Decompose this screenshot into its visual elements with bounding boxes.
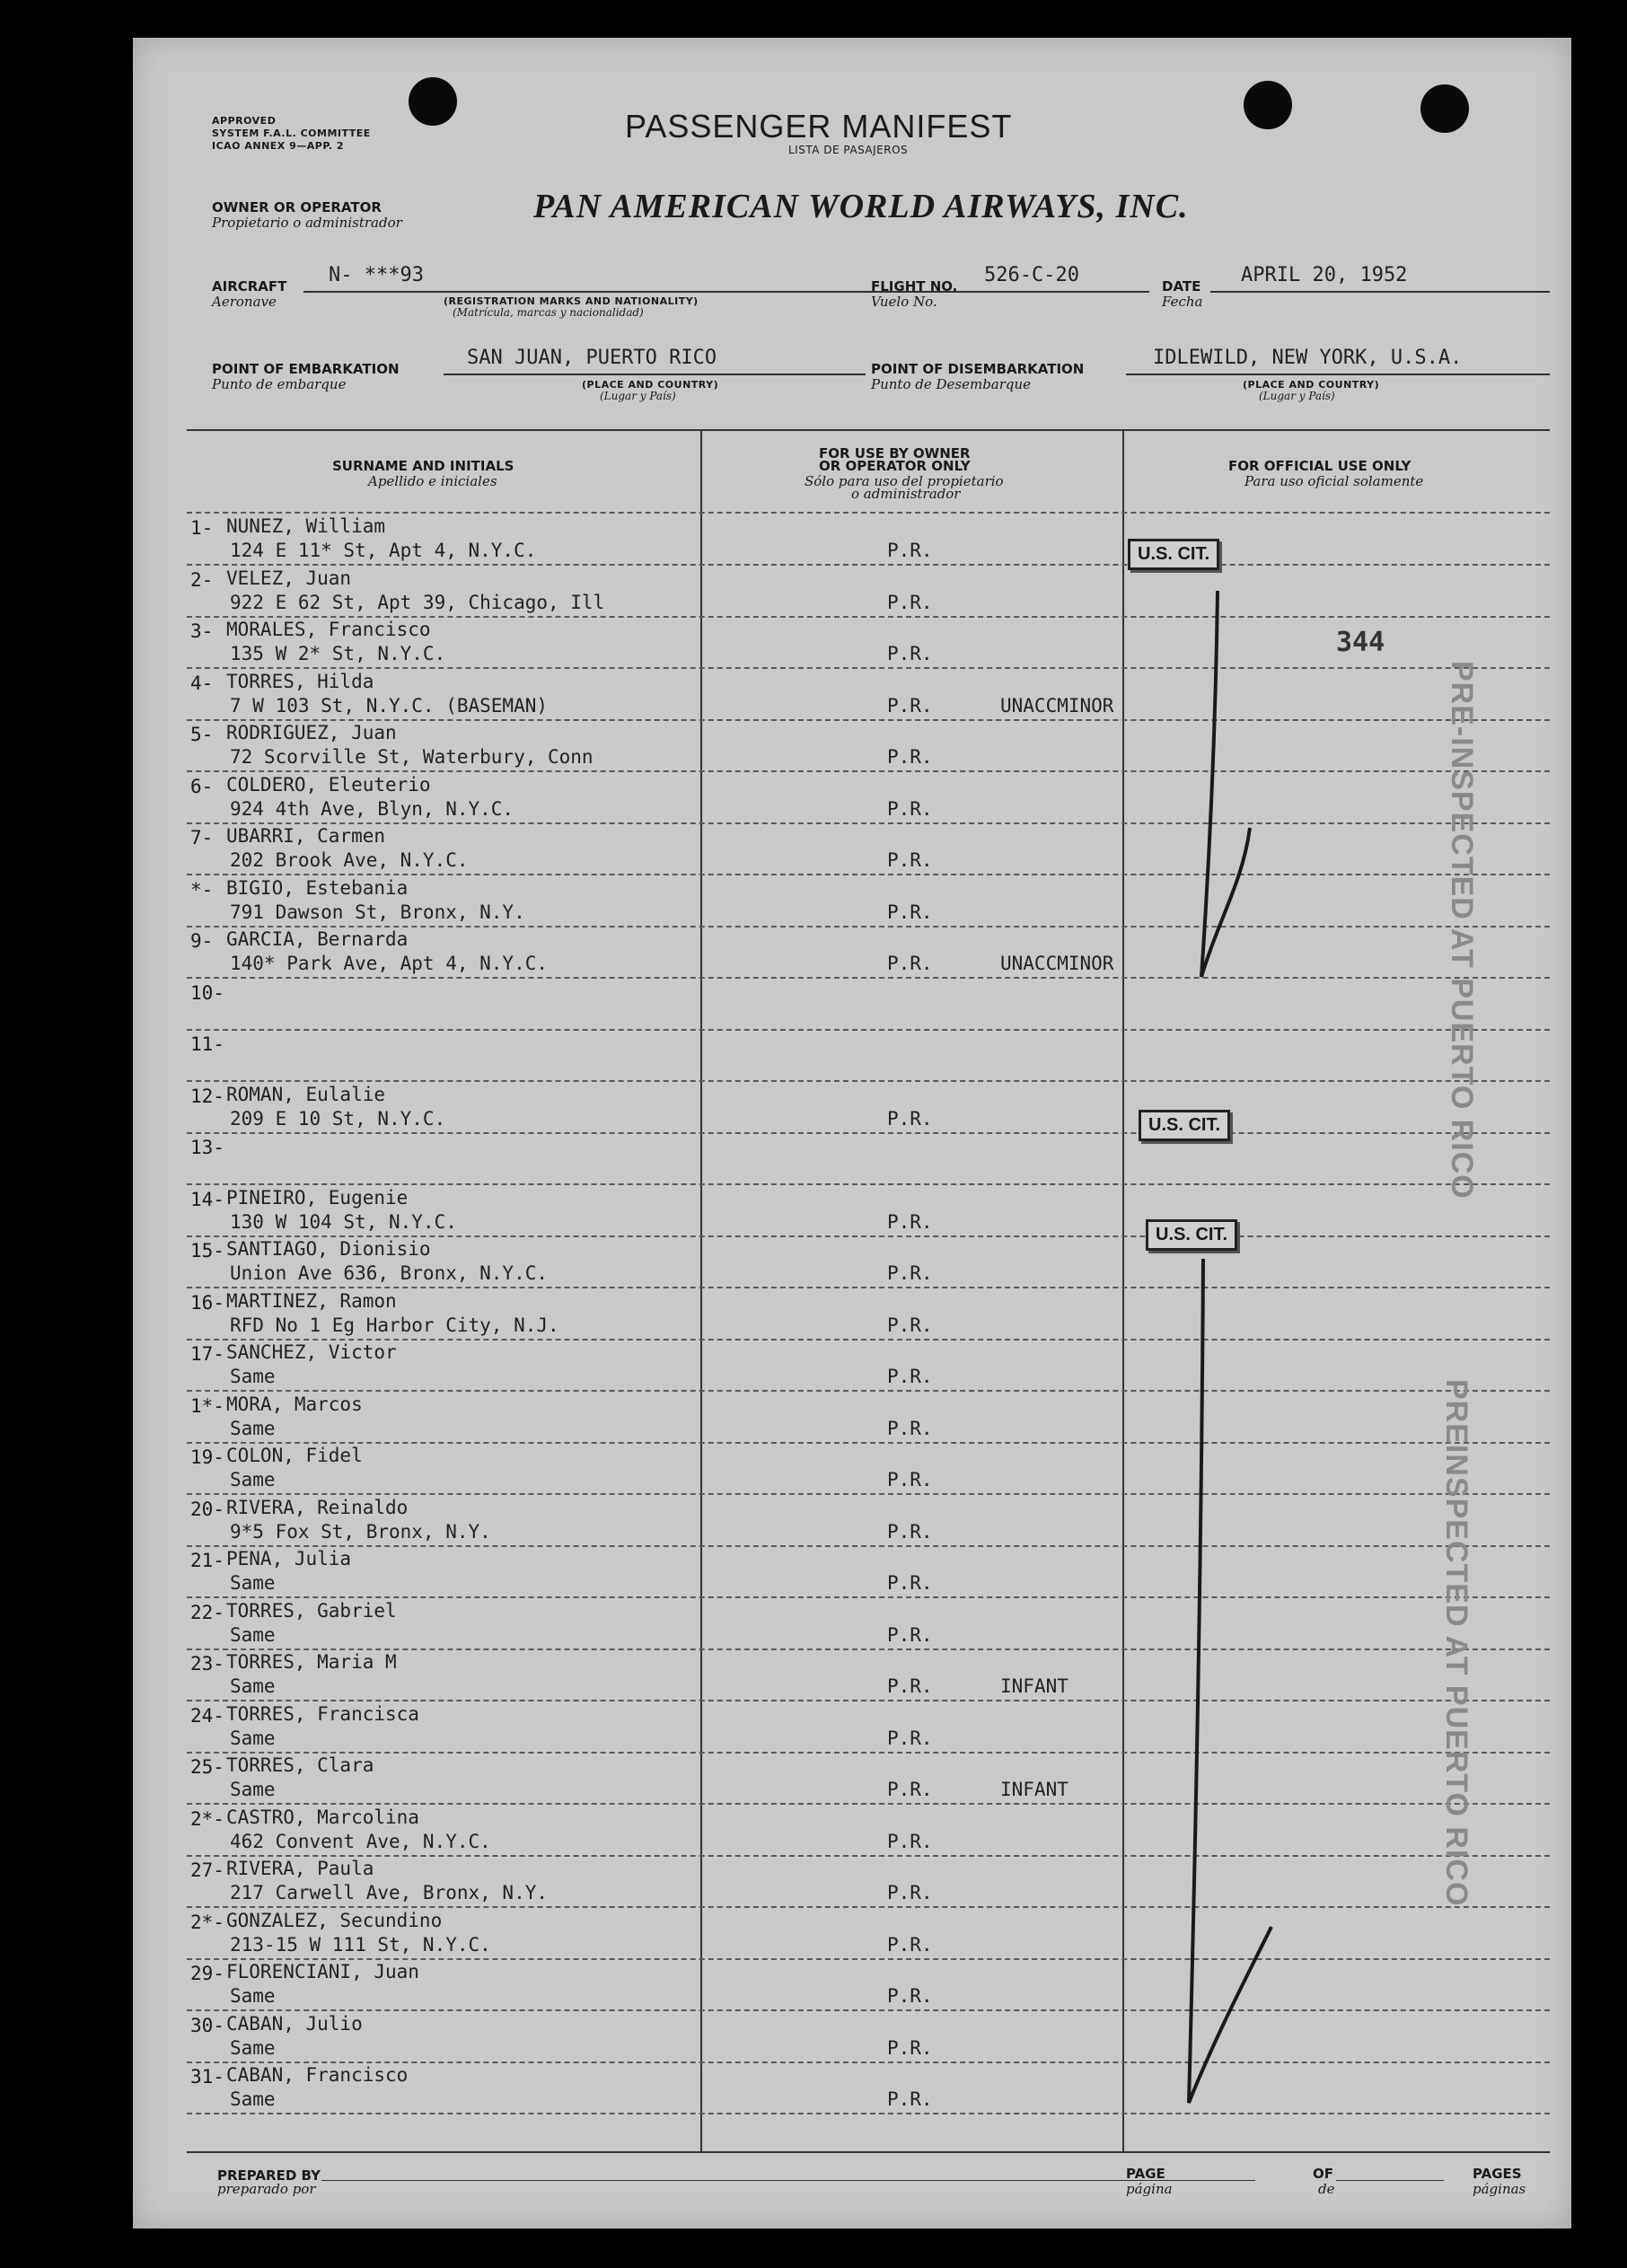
operator-value: P.R.: [887, 1623, 933, 1646]
passenger-address: Union Ave 636, Bronx, N.Y.C.: [230, 1262, 549, 1284]
passenger-name: TORRES, Francisca: [226, 1702, 419, 1725]
aircraft-note-es: (Matrícula, marcas y nacionalidad): [453, 306, 644, 319]
passenger-name: GARCIA, Bernarda: [226, 928, 409, 950]
passenger-name: COLON, Fidel: [226, 1445, 363, 1466]
disembarkation-label-es: Punto de Desembarque: [871, 376, 1032, 392]
approved-line-1: APPROVED: [212, 115, 277, 127]
operator-value: P.R.: [887, 2088, 933, 2110]
operator-value: P.R.: [887, 1830, 933, 1852]
passenger-address: 130 W 104 St, N.Y.C.: [230, 1210, 457, 1233]
passenger-address: Same: [230, 1623, 276, 1646]
page-label-es: página: [1126, 2181, 1173, 2197]
row-number: *-: [190, 878, 214, 901]
row-number: 21-: [190, 1550, 224, 1571]
page-title: PASSENGER MANIFEST: [625, 108, 1013, 145]
passenger-note: UNACCMINOR: [1000, 953, 1114, 974]
row-number: 2*-: [190, 1911, 224, 1933]
pages-label-es: páginas: [1473, 2181, 1526, 2197]
row-number: 6-: [190, 775, 214, 797]
row-number: 9-: [190, 930, 214, 952]
passenger-name: PENA, Julia: [226, 1548, 352, 1569]
check-mark-top: [1201, 591, 1250, 977]
flight-label: FLIGHT NO.: [871, 278, 958, 294]
col-official-header: FOR OFFICIAL USE ONLY: [1228, 458, 1412, 474]
disembarkation-note: (PLACE AND COUNTRY): [1243, 379, 1380, 391]
operator-value: P.R.: [887, 1933, 933, 1956]
row-number: 17-: [190, 1343, 224, 1365]
row-number: 22-: [190, 1601, 224, 1623]
row-number: 10-: [190, 981, 224, 1004]
passenger-name: MORA, Marcos: [226, 1393, 363, 1415]
operator-value: P.R.: [887, 901, 933, 923]
handwritten-marks: [133, 38, 1571, 2228]
passenger-name: RIVERA, Reinaldo: [226, 1496, 409, 1518]
passenger-name: TORRES, Maria M: [226, 1651, 397, 1673]
passenger-address: 217 Carwell Ave, Bronx, N.Y.: [230, 1882, 549, 1903]
operator-value: P.R.: [887, 1572, 933, 1594]
passenger-address: 924 4th Ave, Blyn, N.Y.C.: [230, 797, 514, 820]
of-label: OF: [1313, 2166, 1333, 2182]
owner-value: PAN AMERICAN WORLD AIRWAYS, INC.: [533, 188, 1189, 225]
operator-value: P.R.: [887, 1262, 933, 1284]
row-number: 7-: [190, 827, 214, 848]
operator-value: P.R.: [887, 1779, 933, 1800]
embarkation-value: SAN JUAN, PUERTO RICO: [467, 347, 717, 369]
operator-value: P.R.: [887, 849, 933, 871]
operator-value: P.R.: [887, 1520, 933, 1543]
operator-value: P.R.: [887, 2036, 933, 2059]
passenger-address: Same: [230, 1779, 276, 1800]
passenger-address: Same: [230, 2088, 276, 2110]
page-label: PAGE: [1126, 2166, 1165, 2182]
row-number: 2*-: [190, 1807, 224, 1830]
row-number: 4-: [190, 672, 214, 694]
passenger-name: TORRES, Gabriel: [226, 1599, 397, 1622]
passenger-name: FLORENCIANI, Juan: [226, 1961, 419, 1982]
row-number: 19-: [190, 1446, 224, 1468]
operator-value: P.R.: [887, 1314, 933, 1336]
passenger-name: BIGIO, Estebania: [226, 876, 409, 899]
passenger-name: SANTIAGO, Dionisio: [226, 1238, 431, 1260]
row-number: 15-: [190, 1240, 224, 1261]
row-number: 31-: [190, 2066, 224, 2088]
embarkation-label: POINT OF EMBARKATION: [212, 361, 400, 377]
passenger-address: 9*5 Fox St, Bronx, N.Y.: [230, 1520, 491, 1543]
row-number: 30-: [190, 2014, 224, 2036]
flight-value: 526-C-20: [984, 264, 1079, 286]
check-mark-bottom: [1189, 1259, 1271, 2103]
passenger-address: Same: [230, 1572, 276, 1594]
operator-value: P.R.: [887, 1210, 933, 1233]
operator-value: P.R.: [887, 591, 933, 613]
us-citizen-stamp: U.S. CIT.: [1139, 1110, 1230, 1141]
row-number: 13-: [190, 1137, 224, 1158]
col-operator-header-2: OR OPERATOR ONLY: [819, 458, 971, 474]
passenger-address: 7 W 103 St, N.Y.C. (BASEMAN): [230, 694, 549, 716]
manifest-sheet: [133, 38, 1571, 2228]
operator-value: P.R.: [887, 953, 933, 974]
passenger-name: RIVERA, Paula: [226, 1858, 374, 1879]
row-number: 16-: [190, 1291, 224, 1314]
passenger-name: CASTRO, Marcolina: [226, 1806, 419, 1828]
row-number: 20-: [190, 1498, 224, 1520]
approved-line-3: ICAO ANNEX 9—APP. 2: [212, 140, 345, 152]
passenger-name: NUNEZ, William: [226, 515, 386, 537]
row-number: 29-: [190, 1963, 224, 1984]
col-operator-header-es-2: o administrador: [851, 486, 961, 502]
operator-value: P.R.: [887, 797, 933, 820]
operator-value: P.R.: [887, 540, 933, 561]
passenger-name: UBARRI, Carmen: [226, 825, 386, 847]
passenger-name: MORALES, Francisco: [226, 619, 431, 640]
passenger-address: 135 W 2* St, N.Y.C.: [230, 643, 446, 664]
passenger-address: RFD No 1 Eg Harbor City, N.J.: [230, 1314, 559, 1336]
passenger-name: MARTINEZ, Ramon: [226, 1289, 397, 1312]
passenger-name: GONZALEZ, Secundino: [226, 1909, 443, 1931]
passenger-address: 202 Brook Ave, N.Y.C.: [230, 849, 469, 871]
row-number: 1*-: [190, 1394, 224, 1417]
col-surname-header-es: Apellido e iniciales: [368, 473, 497, 489]
passenger-name: PINEIRO, Eugenie: [226, 1186, 409, 1209]
owner-label: OWNER OR OPERATOR: [212, 199, 382, 215]
owner-label-es: Propietario o administrador: [212, 215, 402, 231]
date-value: APRIL 20, 1952: [1241, 264, 1408, 286]
disembarkation-value: IDLEWILD, NEW YORK, U.S.A.: [1153, 347, 1463, 369]
passenger-name: ROMAN, Eulalie: [226, 1083, 386, 1105]
passenger-name: CABAN, Francisco: [226, 2064, 409, 2086]
row-number: 27-: [190, 1859, 224, 1881]
disembarkation-note-es: (Lugar y País): [1259, 390, 1335, 402]
operator-value: P.R.: [887, 643, 933, 664]
embarkation-label-es: Punto de embarque: [212, 376, 347, 392]
embarkation-note: (PLACE AND COUNTRY): [582, 379, 719, 391]
prepared-label-es: preparado por: [217, 2181, 316, 2197]
us-citizen-stamp: U.S. CIT.: [1128, 539, 1219, 570]
passenger-address: 140* Park Ave, Apt 4, N.Y.C.: [230, 953, 549, 974]
flight-label-es: Vuelo No.: [871, 294, 937, 310]
passenger-address: 791 Dawson St, Bronx, N.Y.: [230, 901, 525, 923]
passenger-note: UNACCMINOR: [1000, 694, 1114, 716]
operator-value: P.R.: [887, 1417, 933, 1439]
passenger-name: CABAN, Julio: [226, 2012, 363, 2035]
passenger-address: Same: [230, 1417, 276, 1439]
operator-value: P.R.: [887, 1469, 933, 1490]
operator-value: P.R.: [887, 694, 933, 716]
embarkation-note-es: (Lugar y País): [600, 390, 676, 402]
row-number: 25-: [190, 1756, 224, 1778]
row-number: 3-: [190, 620, 214, 642]
operator-value: P.R.: [887, 1366, 933, 1387]
passenger-note: INFANT: [1000, 1675, 1069, 1697]
date-label: DATE: [1162, 278, 1201, 294]
aircraft-label-es: Aeronave: [212, 294, 277, 310]
page-subtitle: LISTA DE PASAJEROS: [788, 144, 909, 156]
passenger-name: TORRES, Clara: [226, 1754, 374, 1776]
passenger-name: COLDERO, Eleuterio: [226, 773, 431, 796]
passenger-address: Same: [230, 1366, 276, 1387]
preinspected-stamp: PRE-INSPECTED AT PUERTO RICO: [1445, 661, 1479, 1200]
col-operator-header-1: FOR USE BY OWNER: [819, 445, 971, 462]
passenger-address: 213-15 W 111 St, N.Y.C.: [230, 1933, 491, 1956]
aircraft-label: AIRCRAFT: [212, 278, 287, 294]
row-number: 12-: [190, 1085, 224, 1107]
passenger-name: TORRES, Hilda: [226, 670, 374, 692]
passenger-name: SANCHEZ, Victor: [226, 1341, 397, 1363]
aircraft-note: (REGISTRATION MARKS AND NATIONALITY): [444, 295, 699, 307]
row-number: 1-: [190, 517, 214, 539]
passenger-address: Same: [230, 2036, 276, 2059]
passenger-address: Same: [230, 1469, 276, 1490]
row-number: 2-: [190, 568, 214, 591]
passenger-address: 72 Scorville St, Waterbury, Conn: [230, 746, 594, 768]
col-surname-header: SURNAME AND INITIALS: [332, 458, 514, 474]
col-official-header-es: Para uso oficial solamente: [1244, 473, 1424, 489]
pages-label: PAGES: [1473, 2166, 1522, 2182]
passenger-address: 922 E 62 St, Apt 39, Chicago, Ill: [230, 591, 605, 613]
of-label-es: de: [1318, 2181, 1335, 2197]
passenger-address: 209 E 10 St, N.Y.C.: [230, 1107, 446, 1130]
passenger-address: 462 Convent Ave, N.Y.C.: [230, 1830, 491, 1852]
row-number: 5-: [190, 724, 214, 745]
passenger-name: RODRIGUEZ, Juan: [226, 722, 397, 743]
operator-value: P.R.: [887, 1882, 933, 1903]
disembarkation-label: POINT OF DISEMBARKATION: [871, 361, 1085, 377]
approved-line-2: SYSTEM F.A.L. COMMITTEE: [212, 127, 371, 139]
passenger-address: Same: [230, 1675, 276, 1697]
row-number: 23-: [190, 1653, 224, 1675]
passenger-address: Same: [230, 1727, 276, 1749]
passenger-address: 124 E 11* St, Apt 4, N.Y.C.: [230, 540, 537, 561]
operator-value: P.R.: [887, 1727, 933, 1749]
row-number: 11-: [190, 1033, 224, 1055]
operator-value: P.R.: [887, 746, 933, 768]
operator-value: P.R.: [887, 1675, 933, 1697]
stamp-number: 344: [1336, 627, 1385, 658]
passenger-note: INFANT: [1000, 1779, 1069, 1800]
row-number: 14-: [190, 1188, 224, 1210]
passenger-name: VELEZ, Juan: [226, 567, 352, 589]
operator-value: P.R.: [887, 1107, 933, 1130]
operator-value: P.R.: [887, 1985, 933, 2007]
passenger-address: Same: [230, 1985, 276, 2007]
aircraft-value: N- ***93: [329, 264, 424, 286]
col-operator-header-es-1: Sólo para uso del propietario: [805, 473, 1004, 489]
date-label-es: Fecha: [1162, 294, 1203, 310]
us-citizen-stamp: U.S. CIT.: [1146, 1219, 1237, 1251]
preinspected-stamp: PREINSPECTED AT PUERTO RICO: [1439, 1379, 1473, 1907]
prepared-label: PREPARED BY: [217, 2167, 321, 2184]
row-number: 24-: [190, 1704, 224, 1727]
